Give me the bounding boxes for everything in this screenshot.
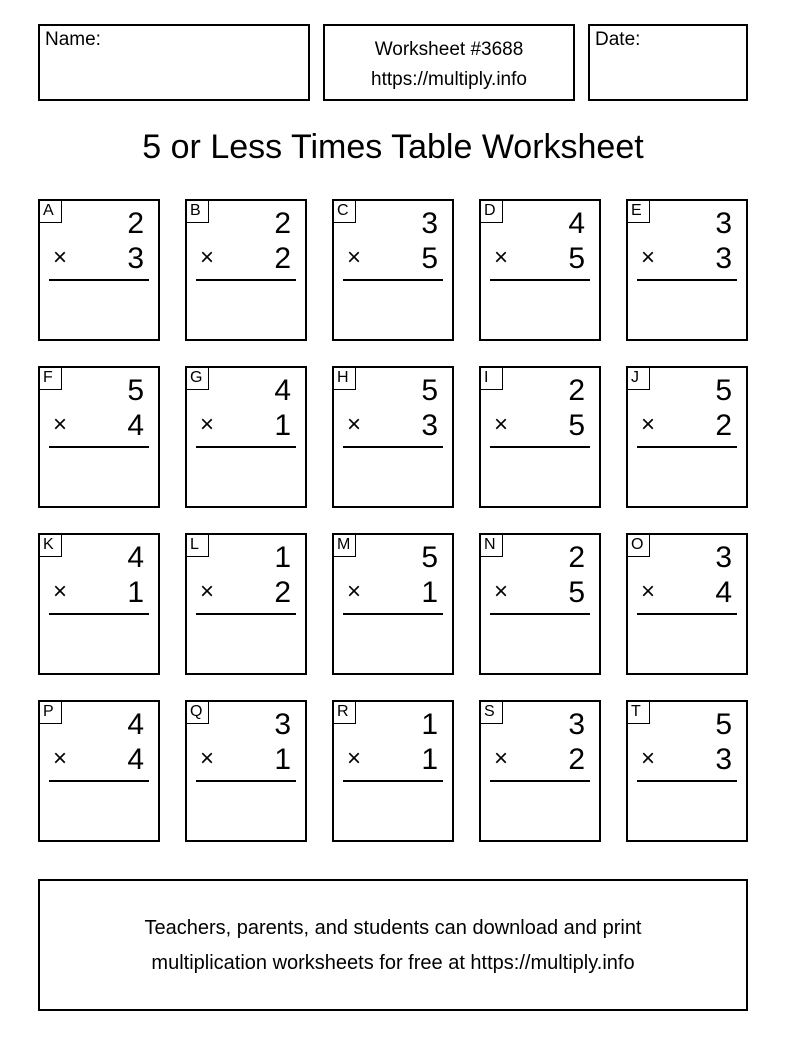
problem-card-t[interactable]	[626, 700, 748, 842]
times-sign: ×	[641, 578, 656, 605]
multiplicand: 3	[421, 207, 438, 240]
multiplier: 1	[421, 743, 438, 776]
times-sign: ×	[200, 411, 215, 438]
problem-card-c[interactable]	[332, 199, 454, 341]
answer-line	[49, 446, 149, 448]
multiplier: 4	[715, 576, 732, 609]
answer-line	[49, 279, 149, 281]
times-sign: ×	[641, 745, 656, 772]
multiplier: 2	[715, 409, 732, 442]
problem-letter: N	[481, 535, 503, 557]
problem-card-p[interactable]	[38, 700, 160, 842]
problem-card-a[interactable]	[38, 199, 160, 341]
problem-card-q[interactable]	[185, 700, 307, 842]
multiplicand: 2	[274, 207, 291, 240]
multiplier: 1	[274, 743, 291, 776]
answer-line	[196, 780, 296, 782]
problem-card-e[interactable]	[626, 199, 748, 341]
times-sign: ×	[494, 578, 509, 605]
problem-letter: T	[628, 702, 650, 724]
times-sign: ×	[347, 745, 362, 772]
name-box[interactable]	[38, 24, 310, 101]
times-sign: ×	[494, 745, 509, 772]
problem-letter: B	[187, 201, 209, 223]
problem-card-f[interactable]	[38, 366, 160, 508]
problem-letter: J	[628, 368, 650, 390]
page-title: 5 or Less Times Table Worksheet	[142, 128, 644, 166]
worksheet-url: https://multiply.info	[371, 69, 527, 90]
answer-line	[343, 446, 443, 448]
multiplicand: 5	[715, 374, 732, 407]
problem-card-n[interactable]	[479, 533, 601, 675]
times-sign: ×	[641, 244, 656, 271]
times-sign: ×	[53, 745, 68, 772]
answer-line	[343, 613, 443, 615]
multiplier: 1	[127, 576, 144, 609]
answer-line	[196, 279, 296, 281]
footer-text	[40, 911, 746, 981]
multiplier: 5	[421, 242, 438, 275]
problem-card-g[interactable]	[185, 366, 307, 508]
multiplicand: 1	[274, 541, 291, 574]
multiplicand: 2	[127, 207, 144, 240]
answer-line	[637, 613, 737, 615]
multiplier: 3	[715, 242, 732, 275]
multiplier: 2	[568, 743, 585, 776]
multiplicand: 4	[568, 207, 585, 240]
problem-letter: K	[40, 535, 62, 557]
footer-line-2: multiplication worksheets for free at https://multiply.info	[151, 952, 635, 974]
problem-letter: L	[187, 535, 209, 557]
worksheet-info	[325, 35, 573, 95]
multiplier: 2	[274, 242, 291, 275]
multiplier: 5	[568, 409, 585, 442]
multiplier: 2	[274, 576, 291, 609]
multiplier: 3	[715, 743, 732, 776]
answer-line	[490, 780, 590, 782]
problem-letter: Q	[187, 702, 209, 724]
problem-card-b[interactable]	[185, 199, 307, 341]
answer-line	[49, 613, 149, 615]
date-box[interactable]	[588, 24, 748, 101]
worksheet-info-box	[323, 24, 575, 101]
problem-card-r[interactable]	[332, 700, 454, 842]
problem-letter: A	[40, 201, 62, 223]
times-sign: ×	[53, 411, 68, 438]
multiplicand: 3	[274, 708, 291, 741]
multiplier: 1	[421, 576, 438, 609]
answer-line	[490, 613, 590, 615]
answer-line	[196, 613, 296, 615]
problem-letter: O	[628, 535, 650, 557]
times-sign: ×	[53, 578, 68, 605]
problem-letter: S	[481, 702, 503, 724]
multiplicand: 1	[421, 708, 438, 741]
multiplicand: 4	[274, 374, 291, 407]
multiplicand: 5	[421, 541, 438, 574]
problem-letter: R	[334, 702, 356, 724]
problem-card-o[interactable]	[626, 533, 748, 675]
times-sign: ×	[494, 411, 509, 438]
multiplicand: 3	[568, 708, 585, 741]
problem-letter: M	[334, 535, 356, 557]
multiplicand: 2	[568, 374, 585, 407]
problem-card-d[interactable]	[479, 199, 601, 341]
multiplier: 5	[568, 576, 585, 609]
times-sign: ×	[200, 745, 215, 772]
multiplicand: 3	[715, 207, 732, 240]
problem-letter: F	[40, 368, 62, 390]
multiplicand: 5	[127, 374, 144, 407]
footer-line-1: Teachers, parents, and students can download and print	[144, 917, 642, 939]
times-sign: ×	[494, 244, 509, 271]
multiplicand: 3	[715, 541, 732, 574]
multiplier: 4	[127, 409, 144, 442]
problem-letter: G	[187, 368, 209, 390]
footer-box	[38, 879, 748, 1011]
problem-card-j[interactable]	[626, 366, 748, 508]
problem-card-i[interactable]	[479, 366, 601, 508]
times-sign: ×	[347, 411, 362, 438]
times-sign: ×	[347, 578, 362, 605]
problem-card-h[interactable]	[332, 366, 454, 508]
multiplier: 3	[127, 242, 144, 275]
date-label: Date:	[595, 29, 641, 50]
answer-line	[490, 279, 590, 281]
problem-card-k[interactable]	[38, 533, 160, 675]
problem-letter: P	[40, 702, 62, 724]
answer-line	[49, 780, 149, 782]
answer-line	[343, 279, 443, 281]
multiplicand: 5	[715, 708, 732, 741]
multiplier: 1	[274, 409, 291, 442]
name-label: Name:	[45, 29, 101, 50]
problem-letter: I	[481, 368, 503, 390]
problem-letter: E	[628, 201, 650, 223]
times-sign: ×	[347, 244, 362, 271]
problem-letter: C	[334, 201, 356, 223]
answer-line	[637, 446, 737, 448]
answer-line	[343, 780, 443, 782]
answer-line	[490, 446, 590, 448]
multiplicand: 4	[127, 708, 144, 741]
times-sign: ×	[200, 244, 215, 271]
multiplicand: 5	[421, 374, 438, 407]
problem-letter: H	[334, 368, 356, 390]
times-sign: ×	[200, 578, 215, 605]
multiplier: 3	[421, 409, 438, 442]
times-sign: ×	[53, 244, 68, 271]
problem-letter: D	[481, 201, 503, 223]
problem-card-m[interactable]	[332, 533, 454, 675]
answer-line	[196, 446, 296, 448]
multiplier: 5	[568, 242, 585, 275]
times-sign: ×	[641, 411, 656, 438]
answer-line	[637, 780, 737, 782]
answer-line	[637, 279, 737, 281]
multiplier: 4	[127, 743, 144, 776]
problem-card-s[interactable]	[479, 700, 601, 842]
multiplicand: 2	[568, 541, 585, 574]
worksheet-number: Worksheet #3688	[374, 39, 524, 60]
multiplicand: 4	[127, 541, 144, 574]
problem-card-l[interactable]	[185, 533, 307, 675]
